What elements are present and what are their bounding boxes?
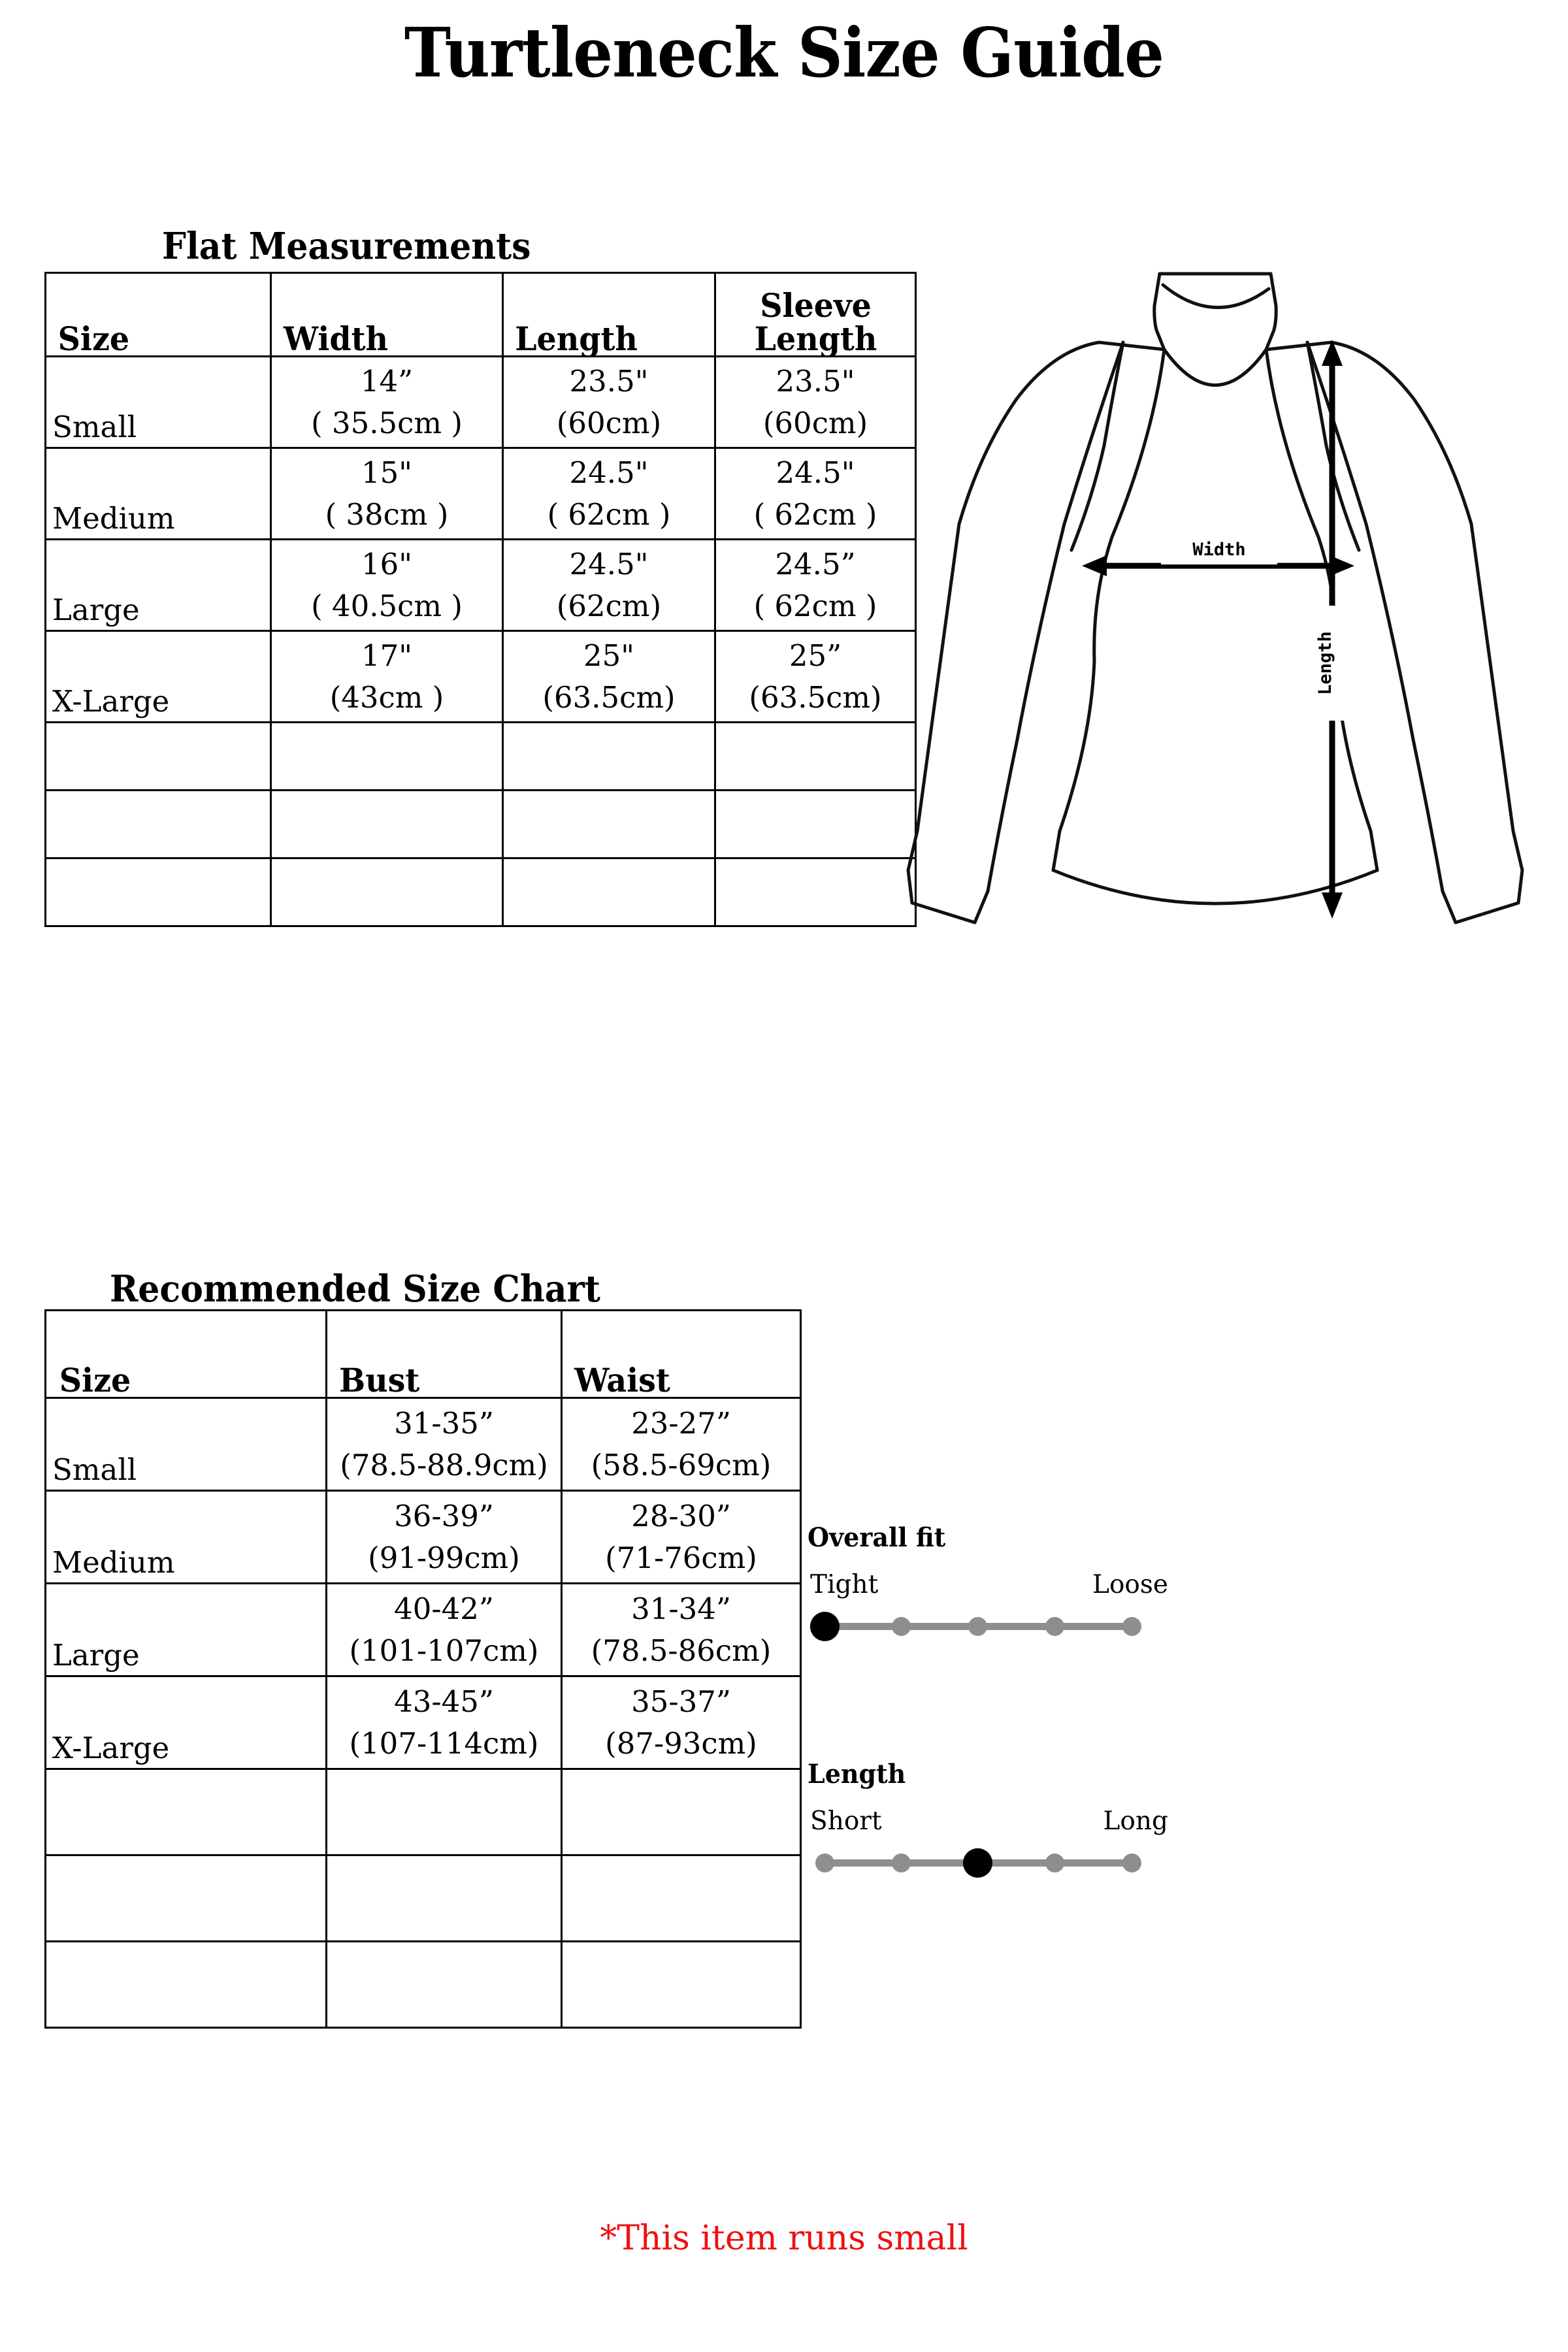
cell-empty bbox=[715, 791, 916, 858]
slider-dot-5[interactable] bbox=[1122, 1854, 1141, 1872]
cell-width bbox=[271, 357, 503, 448]
row-size-label: Small bbox=[46, 357, 271, 448]
value-inches: 23.5" bbox=[569, 363, 649, 399]
column-header-size bbox=[51, 273, 265, 357]
table-row-empty bbox=[46, 858, 916, 926]
value-inches: 24.5” bbox=[775, 546, 856, 581]
recommended-size-chart-table bbox=[44, 1309, 802, 2029]
column-header-width bbox=[276, 273, 497, 357]
value-inches: 31-35” bbox=[394, 1405, 494, 1441]
slider-dot-4[interactable] bbox=[1045, 1854, 1064, 1872]
cell-empty bbox=[327, 1942, 562, 2028]
cell-length bbox=[503, 540, 715, 631]
value-cm: ( 62cm ) bbox=[753, 588, 877, 623]
runs-small-note: *This item runs small bbox=[600, 2219, 968, 2258]
value-inches: 24.5" bbox=[569, 455, 649, 490]
cell-empty bbox=[562, 1769, 801, 1855]
cell-empty bbox=[46, 791, 271, 858]
cell-width bbox=[271, 631, 503, 723]
cell-width bbox=[271, 448, 503, 540]
cell-waist bbox=[562, 1676, 801, 1769]
row-size-label: Medium bbox=[46, 1491, 327, 1584]
cell-bust bbox=[327, 1584, 562, 1676]
slider-dot-5[interactable] bbox=[1122, 1617, 1141, 1636]
table-row-empty bbox=[46, 791, 916, 858]
cell-waist bbox=[562, 1491, 801, 1584]
overall-fit-endpoints bbox=[808, 1570, 1168, 1608]
table-header-row bbox=[46, 273, 916, 357]
value-inches: 28-30” bbox=[631, 1498, 731, 1533]
neckline bbox=[1164, 350, 1266, 385]
overall-fit-slider[interactable] bbox=[808, 1610, 1146, 1642]
value-inches: 15" bbox=[361, 455, 412, 490]
value-inches: 16" bbox=[361, 546, 412, 581]
cell-length bbox=[503, 448, 715, 540]
slider-dot-1[interactable] bbox=[810, 1612, 840, 1641]
length-fit-min-label: Short bbox=[810, 1806, 882, 1836]
value-inches: 40-42” bbox=[394, 1591, 494, 1626]
table-row bbox=[46, 1491, 801, 1584]
overall-fit-title: Overall fit bbox=[808, 1522, 946, 1553]
value-inches: 25" bbox=[583, 638, 634, 673]
cell-sleeve-length bbox=[715, 631, 916, 723]
cell-waist bbox=[562, 1584, 801, 1676]
cell-empty bbox=[715, 858, 916, 926]
length-fit-max-label: Long bbox=[1103, 1806, 1168, 1836]
cell-empty bbox=[503, 858, 715, 926]
slider-dot-1[interactable] bbox=[815, 1854, 834, 1872]
column-header-size bbox=[52, 1311, 319, 1398]
value-cm: (78.5-88.9cm) bbox=[340, 1447, 548, 1482]
table-row bbox=[46, 1676, 801, 1769]
value-cm: ( 35.5cm ) bbox=[311, 405, 463, 440]
slider-dot-3[interactable] bbox=[963, 1848, 992, 1878]
value-cm: (60cm) bbox=[762, 405, 868, 440]
value-cm: (63.5cm) bbox=[749, 679, 882, 715]
turtleneck-illustration bbox=[896, 243, 1556, 1047]
overall-fit-scale bbox=[808, 1522, 1168, 1642]
value-cm: ( 38cm ) bbox=[325, 497, 449, 532]
flat-measurements-heading: Flat Measurements bbox=[162, 225, 531, 268]
slider-dot-2[interactable] bbox=[892, 1854, 911, 1872]
flat-measurements-table bbox=[44, 272, 917, 927]
value-inches: 25” bbox=[789, 638, 842, 673]
cell-empty bbox=[503, 791, 715, 858]
value-inches: 43-45” bbox=[394, 1684, 494, 1719]
collar-fold-line bbox=[1163, 285, 1269, 308]
column-header-length bbox=[508, 273, 710, 357]
value-inches: 31-34” bbox=[631, 1591, 731, 1626]
row-size-label: Large bbox=[46, 1584, 327, 1676]
table-row bbox=[46, 357, 916, 448]
cell-sleeve-length bbox=[715, 540, 916, 631]
row-size-label: Small bbox=[46, 1398, 327, 1491]
value-inches: 35-37” bbox=[631, 1684, 731, 1719]
column-header-bust bbox=[333, 1311, 556, 1398]
table-row bbox=[46, 631, 916, 723]
overall-fit-max-label: Loose bbox=[1092, 1570, 1168, 1599]
table-row-empty bbox=[46, 1855, 801, 1942]
column-header-size-label: Size bbox=[57, 319, 129, 358]
length-dimension-label: Length bbox=[1315, 631, 1335, 695]
column-header-width-label: Width bbox=[283, 319, 388, 358]
value-cm: ( 40.5cm ) bbox=[311, 588, 463, 623]
column-header-sleeve-line1: Sleeve bbox=[759, 286, 872, 325]
value-inches: 23-27” bbox=[631, 1405, 731, 1441]
cell-length bbox=[503, 631, 715, 723]
cell-waist bbox=[562, 1398, 801, 1491]
table-row-empty bbox=[46, 723, 916, 791]
cell-bust bbox=[327, 1398, 562, 1491]
page-title: Turtleneck Size Guide bbox=[404, 12, 1164, 93]
cell-empty bbox=[46, 1855, 327, 1942]
column-header-size-label: Size bbox=[59, 1361, 131, 1399]
value-cm: (78.5-86cm) bbox=[591, 1633, 772, 1668]
table-row bbox=[46, 540, 916, 631]
value-cm: (58.5-69cm) bbox=[591, 1447, 772, 1482]
value-cm: ( 62cm ) bbox=[753, 497, 877, 532]
column-header-bust-label: Bust bbox=[338, 1361, 419, 1399]
cell-length bbox=[503, 357, 715, 448]
value-inches: 14” bbox=[360, 363, 414, 399]
value-cm: (62cm) bbox=[556, 588, 662, 623]
width-dimension-label: Width bbox=[1192, 540, 1246, 560]
column-header-length-label: Length bbox=[514, 319, 638, 358]
cell-empty bbox=[271, 791, 503, 858]
cell-width bbox=[271, 540, 503, 631]
value-cm: (101-107cm) bbox=[349, 1633, 539, 1668]
cell-empty bbox=[46, 1942, 327, 2028]
length-fit-endpoints bbox=[808, 1806, 1168, 1844]
column-header-sleeve-line2: Length bbox=[754, 319, 877, 358]
length-fit-slider[interactable] bbox=[808, 1847, 1146, 1878]
left-sleeve-outer bbox=[908, 342, 1164, 923]
value-cm: (107-114cm) bbox=[349, 1725, 539, 1761]
value-cm: (91-99cm) bbox=[368, 1540, 520, 1575]
row-size-label: Medium bbox=[46, 448, 271, 540]
cell-empty bbox=[327, 1769, 562, 1855]
left-armhole-seam bbox=[1071, 342, 1123, 550]
table-row bbox=[46, 1398, 801, 1491]
length-fit-title: Length bbox=[808, 1759, 906, 1789]
column-header-waist-label: Waist bbox=[574, 1361, 670, 1399]
value-cm: (63.5cm) bbox=[542, 679, 676, 715]
value-inches: 24.5" bbox=[569, 546, 649, 581]
slider-dot-3[interactable] bbox=[968, 1617, 987, 1636]
cell-bust bbox=[327, 1676, 562, 1769]
cell-empty bbox=[46, 1769, 327, 1855]
value-cm: (43cm ) bbox=[329, 679, 444, 715]
cell-empty bbox=[503, 723, 715, 791]
slider-dot-2[interactable] bbox=[892, 1617, 911, 1636]
table-row-empty bbox=[46, 1942, 801, 2028]
cell-empty bbox=[271, 858, 503, 926]
slider-dot-4[interactable] bbox=[1045, 1617, 1064, 1636]
recommended-size-chart-heading: Recommended Size Chart bbox=[110, 1267, 600, 1311]
overall-fit-min-label: Tight bbox=[810, 1570, 879, 1599]
row-size-label: X-Large bbox=[46, 631, 271, 723]
cell-empty bbox=[715, 723, 916, 791]
cell-bust bbox=[327, 1491, 562, 1584]
value-cm: (60cm) bbox=[556, 405, 662, 440]
cell-empty bbox=[46, 723, 271, 791]
value-inches: 24.5" bbox=[776, 455, 855, 490]
cell-empty bbox=[327, 1855, 562, 1942]
value-cm: (71-76cm) bbox=[605, 1540, 757, 1575]
table-row bbox=[46, 1584, 801, 1676]
row-size-label: Large bbox=[46, 540, 271, 631]
cell-empty bbox=[562, 1942, 801, 2028]
table-row bbox=[46, 448, 916, 540]
table-row-empty bbox=[46, 1769, 801, 1855]
row-size-label: X-Large bbox=[46, 1676, 327, 1769]
cell-empty bbox=[562, 1855, 801, 1942]
column-header-sleeve-length bbox=[720, 273, 911, 357]
column-header-waist bbox=[568, 1311, 795, 1398]
table-header-row bbox=[46, 1311, 801, 1398]
length-fit-scale bbox=[808, 1759, 1168, 1878]
cell-empty bbox=[271, 723, 503, 791]
value-inches: 36-39” bbox=[394, 1498, 494, 1533]
collar-top-edge bbox=[1160, 274, 1276, 350]
value-cm: ( 62cm ) bbox=[547, 497, 671, 532]
left-sleeve-inner-seam bbox=[988, 342, 1123, 891]
cell-sleeve-length bbox=[715, 357, 916, 448]
value-cm: (87-93cm) bbox=[605, 1725, 757, 1761]
cell-empty bbox=[46, 858, 271, 926]
cell-sleeve-length bbox=[715, 448, 916, 540]
right-sleeve-outer bbox=[1266, 342, 1522, 923]
value-inches: 17" bbox=[361, 638, 412, 673]
value-inches: 23.5" bbox=[776, 363, 855, 399]
